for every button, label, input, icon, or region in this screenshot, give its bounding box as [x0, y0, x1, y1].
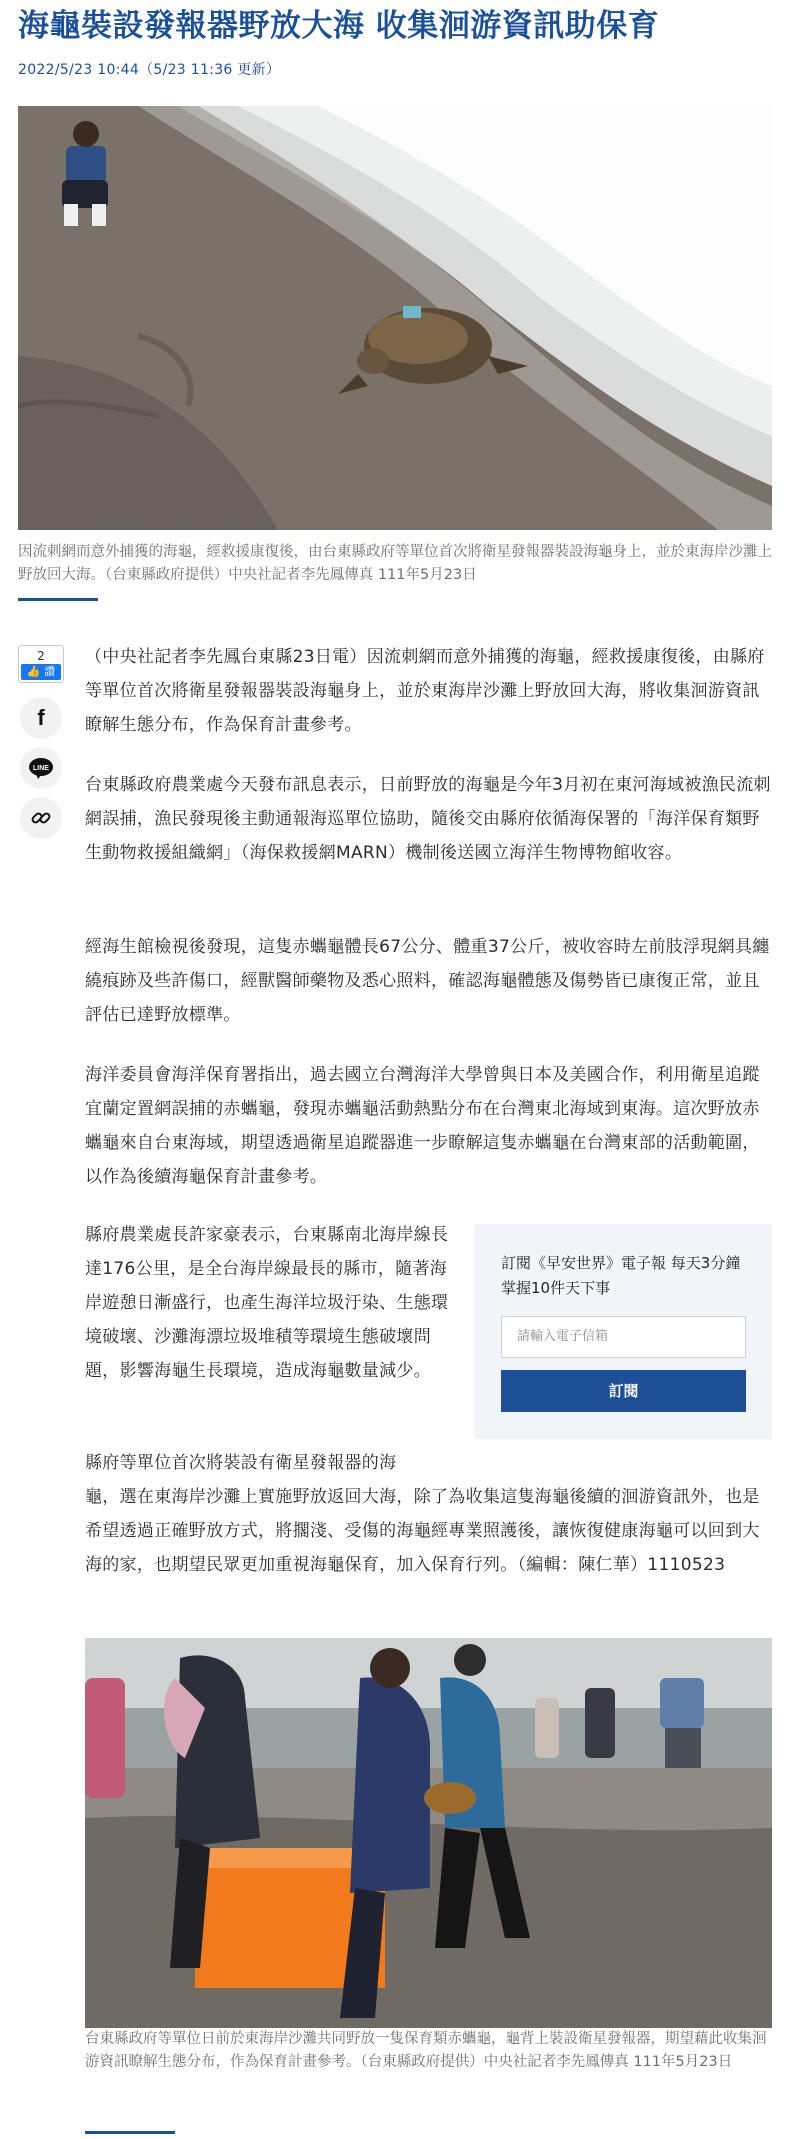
photo-caption: 因流刺網而意外捕獲的海龜，經救援康復後，由台東縣政府等單位首次將衛星發報器裝設海龜身上，並於東海岸沙灘上野放回大海。（台東縣政府提供）中央社記者李先鳳傳真 111年5月23日 — [18, 544, 772, 583]
caption-divider-2 — [85, 2131, 175, 2134]
paragraph-2: 台東縣政府農業處今天發布訊息表示，日前野放的海龜是今年3月初在東河海域被漁民流刺網誤捕，漁民發現後主動通報海巡單位協助，隨後交由縣府依循海保署的「海洋保育類野生動物救援組織網」（海保救援網MARN）機制後送國立海洋生物博物館收容。 — [85, 775, 771, 863]
paragraph-6-start: 縣府等單位首次將裝設有衛星發報器的海 — [85, 1453, 397, 1473]
newsletter-title: 訂閱《早安世界》電子報 每天3分鐘掌握10件天下事 — [501, 1254, 741, 1297]
newsletter-subscribe-box — [474, 1224, 772, 1439]
turtle-beach-photo — [18, 106, 772, 530]
link-icon — [31, 808, 51, 828]
paragraph-6: 龜，選在東海岸沙灘上實施野放返回大海，除了為收集這隻海龜後續的洄游資訊外，也是希望透過正確野放方式，將擱淺、受傷的海龜經專業照護後，讓恢復健康海龜可以回到大海的家，也期望民眾更加重視海龜保育，加入保育行列。（編輯：陳仁華）1110523 — [85, 1487, 760, 1575]
like-count: 2 — [37, 649, 45, 663]
share-sidebar — [18, 645, 64, 772]
release-team-photo — [85, 1638, 772, 2028]
article-title: 海龜裝設發報器野放大海 收集洄游資訊助保育 — [18, 8, 660, 44]
line-share-button[interactable] — [20, 747, 62, 789]
caption-divider — [18, 598, 98, 601]
svg-text:LINE: LINE — [33, 765, 49, 772]
paragraph-4: 海洋委員會海洋保育署指出，過去國立台灣海洋大學曾與日本及美國合作，利用衛星追蹤宜蘭定置網誤捕的赤蠵龜，發現赤蠵龜活動熱點分布在台灣東北海域到東海。這次野放赤蠵龜來自台東海域，期望透過衛星追蹤器進一步瞭解這隻赤蠵龜在台灣東部的活動範圍，以作為後續海龜保育計畫參考。 — [85, 1065, 760, 1187]
paragraph-3: 經海生館檢視後發現，這隻赤蠵龜體長67公分、體重37公斤，被收容時左前肢浮現網具纏繞痕跡及些許傷口，經獸醫師藥物及悉心照料，確認海龜體態及傷勢皆已康復正常，並且評估已達野放標準。 — [85, 937, 770, 1025]
like-label: 👍 讚 — [21, 664, 61, 680]
email-input[interactable]: 請輸入電子信箱 — [501, 1316, 746, 1358]
like-button[interactable] — [18, 645, 64, 683]
article-date: 2022/5/23 10:44（5/23 11:36 更新） — [18, 62, 281, 78]
facebook-icon: f — [37, 705, 45, 730]
subscribe-button[interactable]: 訂閱 — [501, 1370, 746, 1412]
paragraph-1: （中央社記者李先鳳台東縣23日電）因流刺網而意外捕獲的海龜，經救援康復後，由縣府等單位首次將衛星發報器裝設海龜身上，並於東海岸沙灘上野放回大海，將收集洄游資訊瞭解生態分布，作為保育計畫參考。 — [85, 647, 765, 735]
line-icon — [28, 757, 54, 779]
copy-link-button[interactable] — [20, 797, 62, 839]
facebook-share-button[interactable] — [20, 697, 62, 739]
photo-caption-2: 台東縣政府等單位日前於東海岸沙灘共同野放一隻保育類赤蠵龜，龜背上裝設衛星發報器，期望藉此收集洄游資訊瞭解生態分布，作為保育計畫參考。（台東縣政府提供）中央社記者李先鳳傳真 111年5月23日 — [85, 2031, 767, 2070]
paragraph-5: 縣府農業處長許家豪表示，台東縣南北海岸線長達176公里，是全台海岸線最長的縣市，隨著海岸遊憩日漸盛行，也產生海洋垃圾汙染、生態環境破壞、沙灘海漂垃圾堆積等環境生態破壞問題，影響海龜生長環境，造成海龜數量減少。 — [85, 1225, 449, 1381]
